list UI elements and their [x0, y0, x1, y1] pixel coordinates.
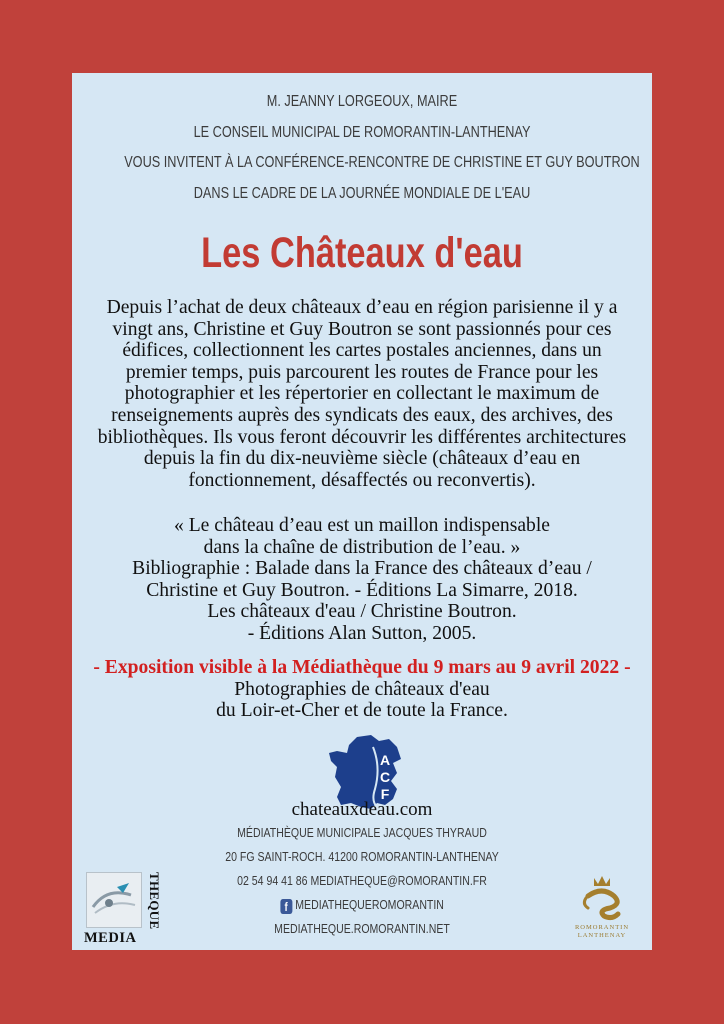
- library-website[interactable]: MEDIATHEQUE.ROMORANTIN.NET: [274, 921, 450, 936]
- acf-letter: F: [380, 786, 390, 802]
- quote-line: dans la chaîne de distribution de l’eau. »: [203, 536, 521, 558]
- library-name: MÉDIATHÈQUE MUNICIPALE JACQUES THYRAUD: [237, 825, 487, 840]
- library-address: 20 FG SAINT-ROCH. 41200 ROMORANTIN-LANTHENAY: [225, 849, 499, 864]
- quote-line: « Le château d’eau est un maillon indispensable: [174, 515, 550, 536]
- city-name-line1: ROMORANTIN: [574, 924, 630, 931]
- description-line: fonctionnement, désaffectés ou reconvertis).: [188, 469, 536, 491]
- acf-letter: A: [379, 752, 391, 768]
- description-line: renseignements auprès des syndicats des eaux, des archives, des: [111, 404, 613, 426]
- description-line: premier temps, puis parcourent les routes de France pour les: [125, 361, 599, 383]
- acf-letter: C: [379, 769, 391, 785]
- mediatheque-vertical-text: THEQUE: [147, 872, 162, 930]
- invitation-header: [124, 87, 640, 209]
- mediatheque-emblem-icon: [86, 872, 142, 928]
- quote-bibliography: [72, 515, 652, 645]
- bibliography-line: Les châteaux d'eau / Christine Boutron.: [207, 601, 517, 623]
- description-line: depuis la fin du dix-neuvième siècle (châteaux d’eau en: [143, 448, 581, 470]
- invitation-line: VOUS INVITENT À LA CONFÉRENCE-RENCONTRE DE CHRISTINE ET GUY BOUTRON: [124, 154, 640, 171]
- description-line: Depuis l’achat de deux châteaux d’eau en région parisienne il y a: [106, 297, 618, 318]
- website-link[interactable]: chateauxdeau.com: [291, 799, 433, 820]
- description-line: édifices, collectionnent les cartes postales anciennes, dans un: [122, 340, 602, 362]
- phone-email[interactable]: 02 54 94 41 86 MEDIATHEQUE@ROMORANTIN.FR: [237, 873, 487, 888]
- exposition: [72, 657, 652, 722]
- bibliography-line: Bibliographie : Balade dans la France des châteaux d’eau /: [132, 558, 592, 580]
- facebook-icon: f: [280, 899, 292, 914]
- invitation-line: DANS LE CADRE DE LA JOURNÉE MONDIALE DE L'EAU: [193, 184, 531, 202]
- mediatheque-word: MEDIA: [84, 930, 137, 946]
- bibliography-line: - Éditions Alan Sutton, 2005.: [247, 622, 477, 644]
- page-title: Les Châteaux d'eau: [201, 229, 523, 277]
- exposition-line: Photographies de châteaux d'eau: [234, 678, 490, 700]
- salamander-crown-icon: [578, 874, 626, 924]
- romorantin-logo: [567, 874, 637, 949]
- facebook-row[interactable]: [130, 893, 594, 917]
- mediatheque-logo: [84, 872, 162, 948]
- contact-block: [130, 821, 594, 941]
- invitation-line: LE CONSEIL MUNICIPAL DE ROMORANTIN-LANTHENAY: [193, 123, 531, 141]
- invitation-line: M. JEANNY LORGEOUX, MAIRE: [266, 93, 458, 110]
- description-line: bibliothèques. Ils vous feront découvrir les différentes architectures: [97, 426, 627, 448]
- invitation-panel: [72, 73, 652, 950]
- description-line: photographier et les répertorier en collectant le maximum de: [124, 383, 600, 405]
- bibliography-line: Christine et Guy Boutron. - Éditions La Simarre, 2018.: [146, 579, 578, 601]
- city-name-line2: LANTHENAY: [577, 932, 627, 939]
- exposition-line: du Loir-et-Cher et de toute la France.: [216, 700, 508, 722]
- facebook-handle: MEDIATHEQUEROMORANTIN: [295, 897, 444, 912]
- description-line: vingt ans, Christine et Guy Boutron se sont passionnés pour ces: [112, 318, 612, 340]
- description: [72, 297, 652, 491]
- exposition-highlight: - Exposition visible à la Médiathèque du 9 mars au 9 avril 2022 -: [93, 657, 631, 678]
